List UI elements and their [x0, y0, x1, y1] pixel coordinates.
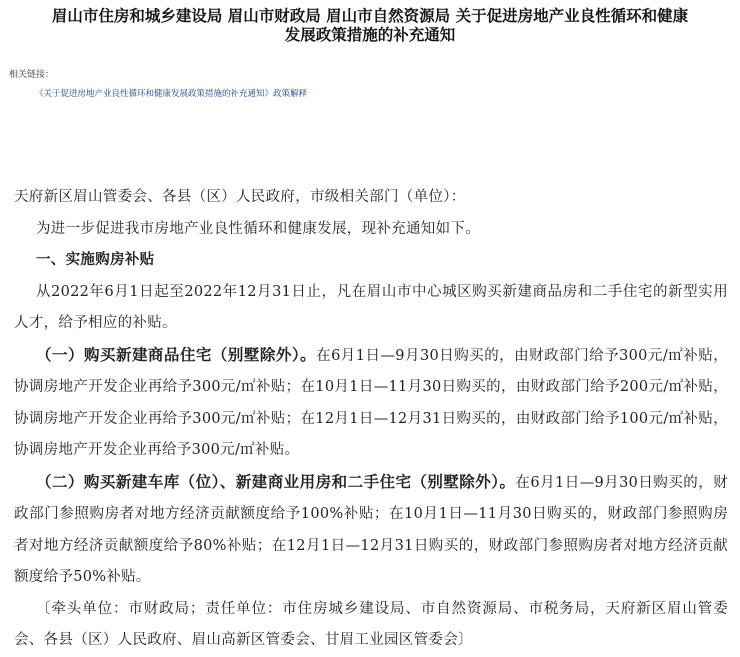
related-policy-link[interactable]: 《关于促进房地产业良性循环和健康发展政策措施的补充通知》政策解释 [35, 89, 308, 99]
salutation: 天府新区眉山管委会、各县（区）人民政府，市级相关部门（单位）： [14, 189, 466, 205]
subsidy-paragraph: 从2022年6月1日起至2022年12月31日止，凡在眉山市中心城区购买新建商品房和二手住宅的新型实用人才，给予相应的补贴。 [14, 283, 728, 331]
item-new-housing-lead: （一）购买新建商品住宅（别墅除外）。 [36, 345, 317, 364]
document-body [14, 182, 728, 657]
item-new-housing-text: 在6月1日—9月30日购买的，由财政部门给予300元/㎡补贴，协调房地产开发企业再给予300元/㎡补贴；在10月1日—11月30日购买的，由财政部门给予200元/㎡补贴，协调房地产开发企业再给予300元/㎡补贴；在12月1日—12月31日购买的，由财政部门给予100元/㎡补贴，协调房地产开发企业再给予300元/㎡补贴。 [14, 347, 728, 458]
item-new-housing [14, 340, 728, 467]
responsibility-note: 〔牵头单位：市财政局；责任单位：市住房城乡建设局、市自然资源局、市税务局，天府新区眉山管委会、各县（区）人民政府、眉山高新区管委会、甘眉工业园区管委会〕 [14, 600, 728, 648]
document-title [0, 0, 740, 45]
item-garage-commercial-text: 在6月1日—9月30日购买的，财政部门参照购房者对地方经济贡献额度给予100%补贴；在10月1日—11月30日购买的，财政部门参照购房者对地方经济贡献额度给予80%补贴；在12月1日—12月31日购买的，财政部门参照购房者对地方经济贡献额度给予50%补贴。 [14, 474, 728, 585]
related-links-label: 相关链接： [9, 70, 55, 80]
title-line-1: 眉山市住房和城乡建设局 眉山市财政局 眉山市自然资源局 关于促进房地产业良性循环和健康 [51, 7, 689, 25]
intro-paragraph: 为进一步促进我市房地产业良性循环和健康发展，现补充通知如下。 [36, 220, 480, 237]
section-heading: 一、实施购房补贴 [36, 252, 155, 268]
item-garage-commercial [14, 467, 728, 594]
title-line-2: 发展政策措施的补充通知 [284, 26, 456, 44]
item-garage-commercial-lead: （二）购买新建车库（位）、新建商业用房和二手住宅（别墅除外）。 [36, 472, 516, 491]
